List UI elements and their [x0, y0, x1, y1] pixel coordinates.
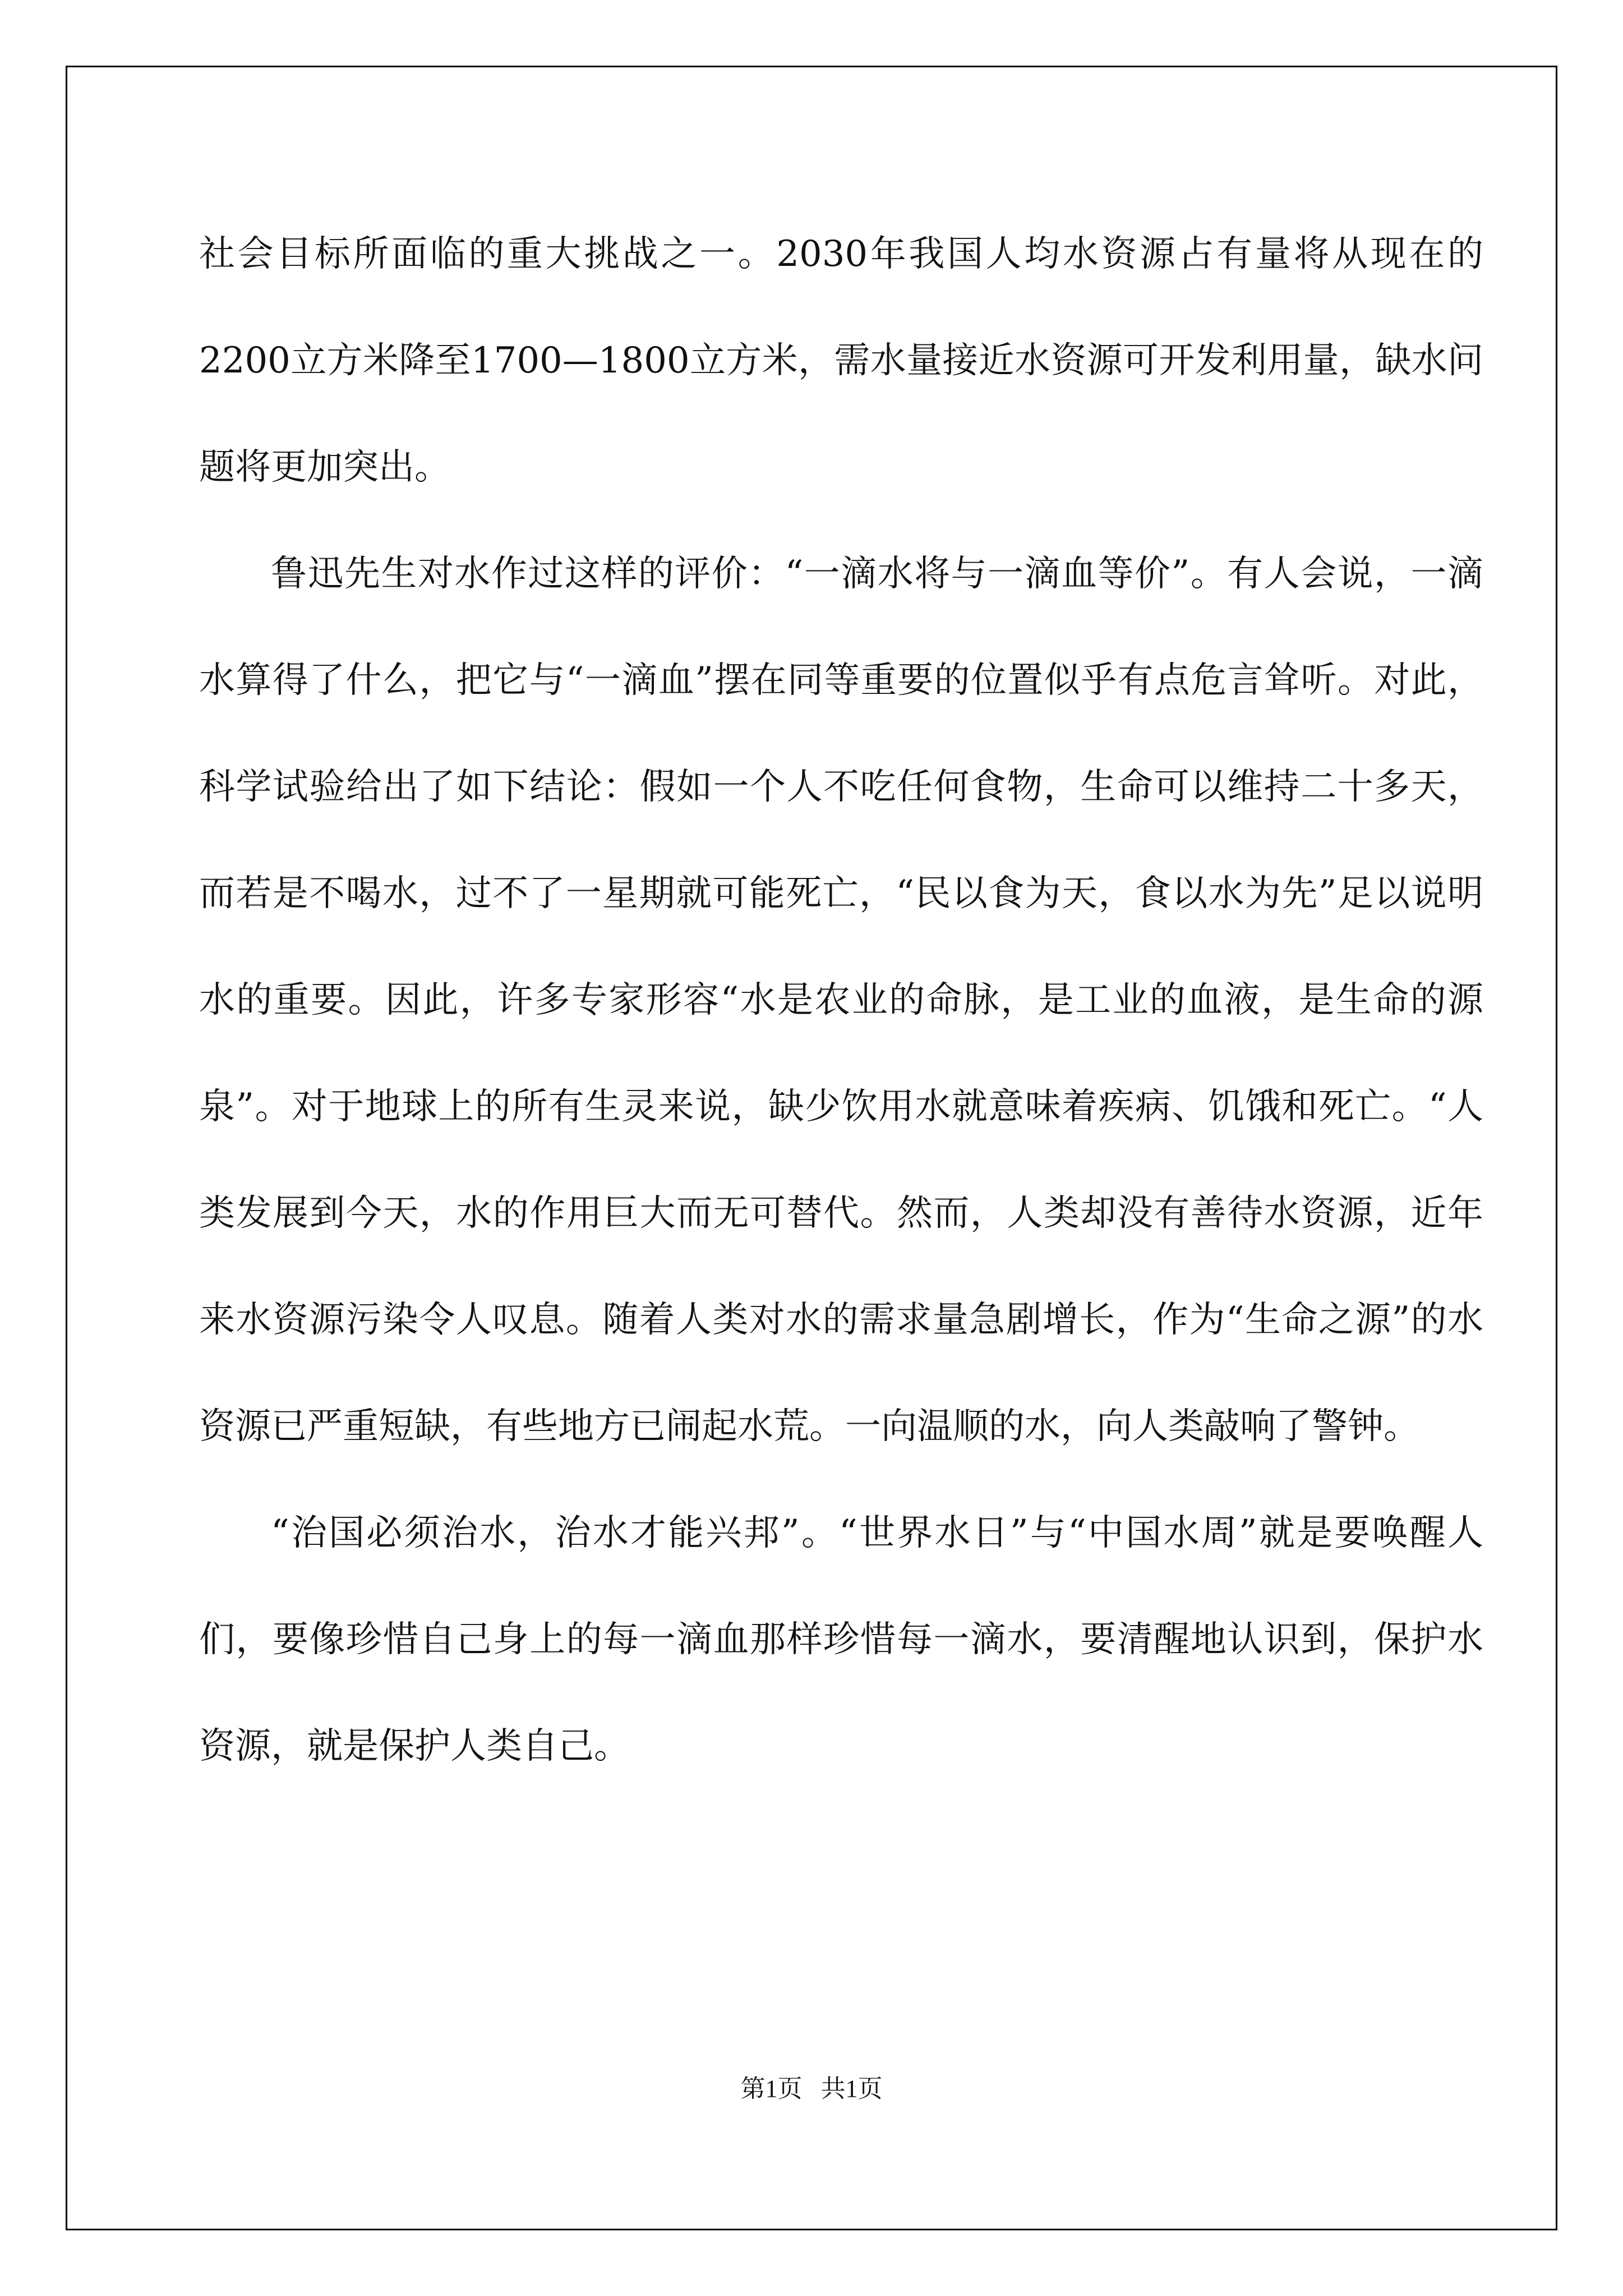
paragraph-2: 鲁迅先生对水作过这样的评价：“一滴水将与一滴血等价”。有人会说，一滴水算得了什么，把它与“一滴血”摆在同等重要的位置似乎有点危言耸听。对此，科学试验给出了如下结论：假如一个人不吃任何食物，生命可以维持二十多天，而若是不喝水，过不了一星期就可能死亡，“民以食为天，食以水为先”足以说明水的重要。因此，许多专家形容“水是农业的命脉，是工业的血液，是生命的源泉”。对于地球上的所有生灵来说，缺少饮用水就意味着疾病、饥饿和死亡。“人类发展到今天，水的作用巨大而无可替代。然而，人类却没有善待水资源，近年来水资源污染令人叹息。随着人类对水的需求量急剧增长，作为“生命之源”的水资源已严重短缺，有些地方已闹起水荒。一向温顺的水，向人类敲响了警钟。 — [199, 553, 1483, 1447]
page-number-footer: 第1页 共1页 — [740, 2075, 883, 2102]
document-body — [199, 201, 1483, 1800]
paragraph-1: 社会目标所面临的重大挑战之一。2030年我国人均水资源占有量将从现在的2200立方米降至1700—1800立方米，需水量接近水资源可开发利用量，缺水问题将更加突出。 — [199, 233, 1483, 488]
paragraph-3: “治国必须治水，治水才能兴邦”。“世界水日”与“中国水周”就是要唤醒人们，要像珍惜自己身上的每一滴血那样珍惜每一滴水，要清醒地认识到，保护水资源，就是保护人类自己。 — [199, 1512, 1483, 1767]
